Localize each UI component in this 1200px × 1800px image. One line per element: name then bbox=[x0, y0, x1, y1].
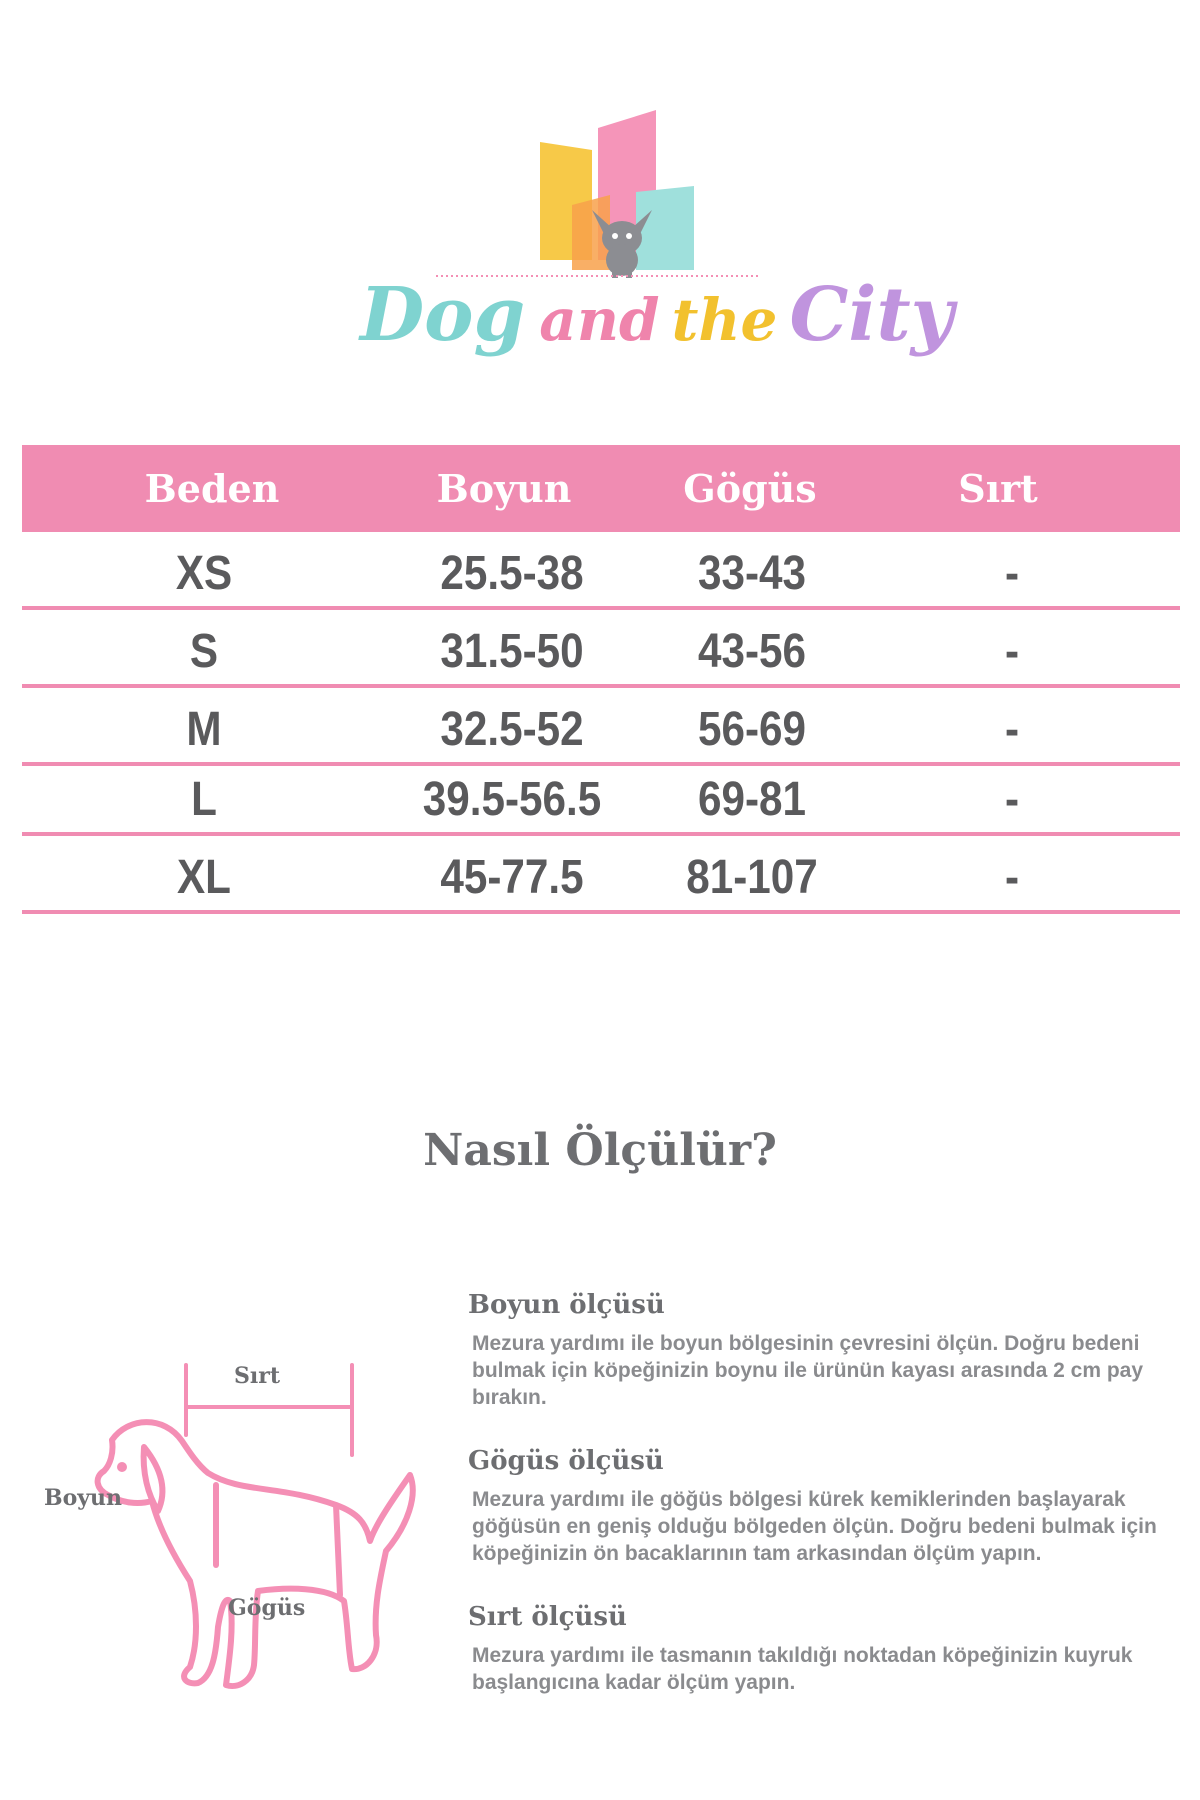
chest-measure-title: Gögüs ölçüsü bbox=[468, 1446, 664, 1476]
cell-back: - bbox=[1004, 851, 1020, 904]
how-to-measure-title: Nasıl Ölçülür? bbox=[423, 1125, 777, 1176]
city-buildings-icon bbox=[360, 110, 840, 280]
brand-wordmark bbox=[360, 272, 954, 358]
brand-word-and: and bbox=[539, 286, 660, 354]
header-chest: Gögüs bbox=[683, 466, 817, 511]
brand-word-city: City bbox=[789, 272, 954, 358]
cell-neck: 39.5-56.5 bbox=[422, 773, 602, 826]
cell-neck: 31.5-50 bbox=[440, 625, 584, 678]
neck-measure-text: Mezura yardımı ile boyun bölgesinin çevresini ölçün. Doğru bedeni bulmak için köpeğinizin boynu ile ürünün kayası arasında 2 cm pay bırakın. bbox=[472, 1332, 1144, 1409]
cell-size: L bbox=[191, 773, 217, 826]
size-table bbox=[22, 445, 1180, 914]
table-row bbox=[22, 610, 1180, 688]
diagram-label-neck: Boyun bbox=[44, 1485, 123, 1511]
cell-chest: 69-81 bbox=[697, 773, 807, 826]
chest-measure-text: Mezura yardımı ile göğüs bölgesi kürek kemiklerinden başlayarak göğüsün en geniş olduğu bölgeden ölçün. Doğru bedeni bulmak için köpeğinizin ön bacaklarının tam arkasından ölçüm yapın. bbox=[472, 1488, 1157, 1565]
dog-measure-diagram bbox=[40, 1355, 440, 1705]
cell-chest: 33-43 bbox=[697, 547, 807, 600]
cell-neck: 32.5-52 bbox=[440, 703, 584, 756]
cell-size: M bbox=[186, 703, 222, 756]
table-header bbox=[22, 445, 1180, 532]
table-row bbox=[22, 532, 1180, 610]
table-row bbox=[22, 766, 1180, 836]
cell-chest: 43-56 bbox=[697, 625, 807, 678]
diagram-label-chest: Gögüs bbox=[228, 1595, 306, 1621]
neck-measure-section bbox=[468, 1290, 1178, 1411]
cell-back: - bbox=[1004, 773, 1020, 826]
cell-size: XL bbox=[177, 851, 231, 904]
cell-neck: 45-77.5 bbox=[440, 851, 584, 904]
header-neck: Boyun bbox=[436, 466, 572, 511]
chest-measure-section bbox=[468, 1446, 1178, 1567]
cell-chest: 56-69 bbox=[697, 703, 807, 756]
cell-back: - bbox=[1004, 703, 1020, 756]
cell-size: XS bbox=[175, 547, 233, 600]
dog-outline-icon bbox=[40, 1355, 440, 1705]
table-row bbox=[22, 836, 1180, 914]
neck-measure-title: Boyun ölçüsü bbox=[468, 1290, 665, 1320]
cell-chest: 81-107 bbox=[686, 851, 818, 904]
brand-logo bbox=[360, 110, 954, 370]
cell-back: - bbox=[1004, 625, 1020, 678]
back-measure-title: Sırt ölçüsü bbox=[468, 1602, 627, 1632]
cell-size: S bbox=[189, 625, 219, 678]
cell-back: - bbox=[1004, 547, 1020, 600]
back-measure-text: Mezura yardımı ile tasmanın takıldığı noktadan köpeğinizin kuyruk başlangıcına kadar ölçüm yapın. bbox=[472, 1644, 1133, 1694]
back-measure-section bbox=[468, 1602, 1178, 1696]
header-size: Beden bbox=[144, 466, 280, 511]
cell-neck: 25.5-38 bbox=[440, 547, 584, 600]
table-row bbox=[22, 688, 1180, 766]
header-back: Sırt bbox=[958, 466, 1038, 511]
brand-word-the: the bbox=[671, 286, 778, 354]
diagram-label-back: Sırt bbox=[234, 1363, 280, 1389]
brand-word-dog: Dog bbox=[360, 272, 526, 358]
